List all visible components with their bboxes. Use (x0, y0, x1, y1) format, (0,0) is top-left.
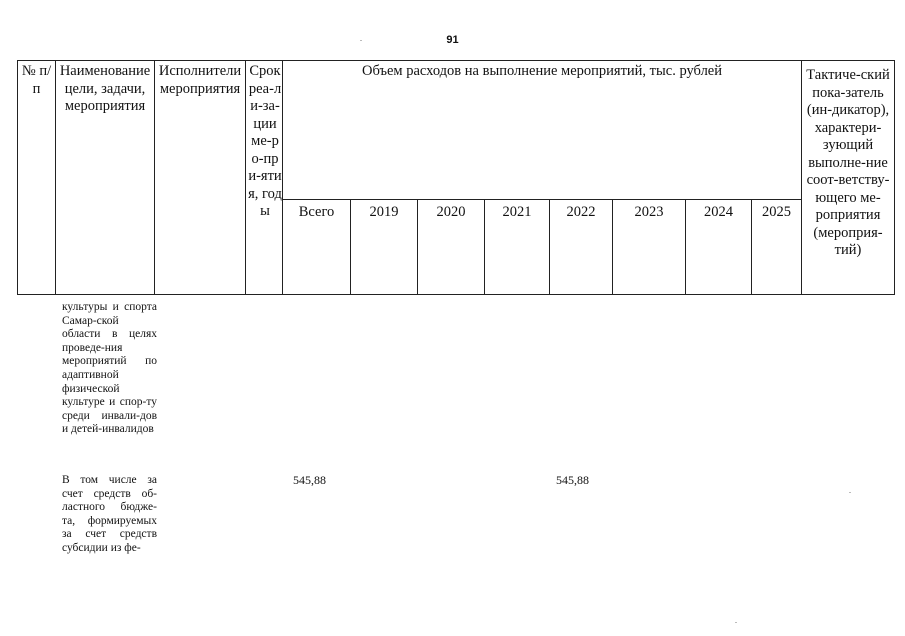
expenses-table-header (17, 60, 895, 295)
header-year-2022: 2022 (550, 200, 613, 295)
row-2-total: 545,88 (293, 473, 326, 487)
header-name: Наименование цели, задачи, мероприятия (56, 61, 155, 295)
page-number: 91 (446, 34, 459, 46)
header-executors: Исполнители мероприятия (155, 61, 246, 295)
header-year-2025: 2025 (752, 200, 802, 295)
header-expenses: Объем расходов на выполнение мероприятий, тыс. рублей (283, 61, 802, 200)
header-term: Срок реа-ли-за-ции ме-ро-при-ятия, годы (246, 61, 283, 295)
header-year-total: Всего (283, 200, 351, 295)
scan-speck (360, 40, 362, 41)
header-year-2020: 2020 (418, 200, 485, 295)
scan-speck (849, 492, 851, 493)
scan-speck (735, 622, 737, 623)
row-1-name: культуры и спорта Самар-ской области в целях проведе-ния мероприятий по адаптивной физической культуре и спор-ту среди инвали-дов и детей-инвалидов (62, 301, 157, 436)
row-2-2022: 545,88 (556, 473, 589, 487)
header-number: № п/п (18, 61, 56, 295)
header-year-2021: 2021 (485, 200, 550, 295)
row-2-name: В том числе за счет средств об-ластного бюдже-та, формируемых за счет средств субсидии из фе- (62, 474, 157, 554)
header-year-2019: 2019 (351, 200, 418, 295)
header-indicator: Тактиче-ский пока-затель (ин-дикатор), характери-зующий выполне-ние соот-ветству-ющего ме-роприятия (мероприя-тий) (802, 61, 895, 295)
header-year-2023: 2023 (613, 200, 686, 295)
header-year-2024: 2024 (686, 200, 752, 295)
